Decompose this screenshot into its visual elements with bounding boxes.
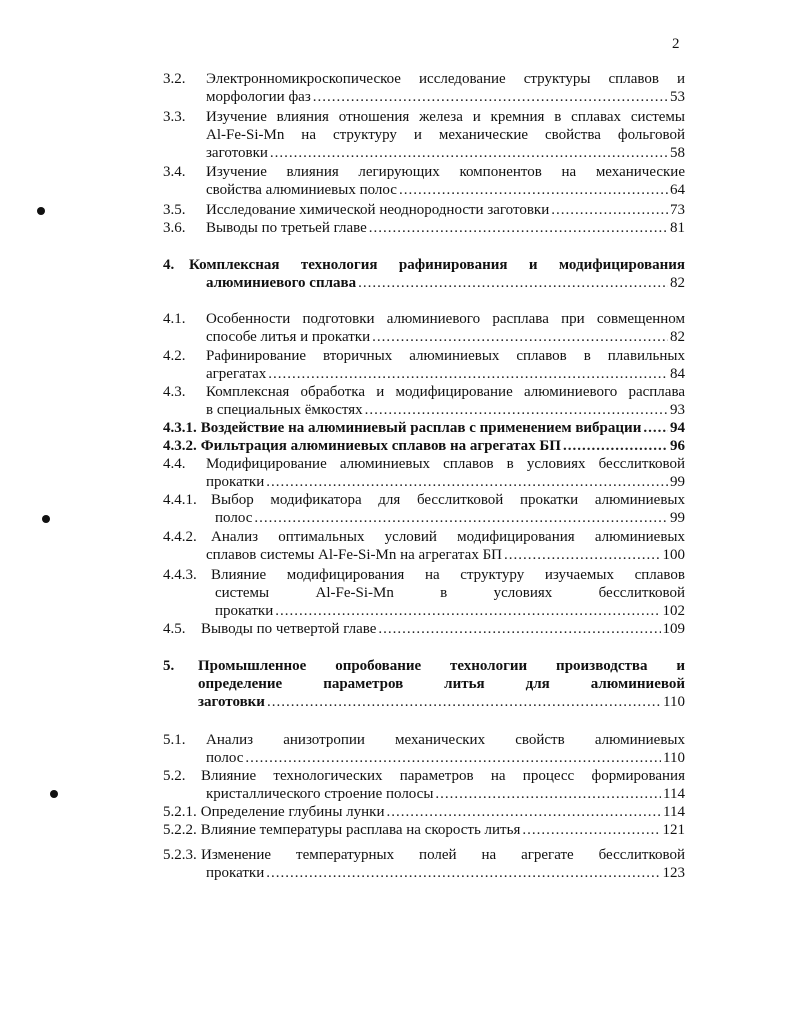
toc-entry-number: 5.2.3. [163, 847, 197, 863]
toc-entry-number: 3.5. [163, 202, 186, 218]
toc-entry-3-2[interactable] [163, 70, 685, 106]
toc-entry-title: Изменение температурных полей на агрегате бесслитковой [201, 847, 685, 863]
toc-entry-4-5[interactable] [163, 620, 685, 638]
toc-entry-title: Анализ оптимальных условий модифицирования алюминиевых [211, 529, 685, 545]
toc-entry-number: 4.4. [163, 456, 186, 472]
toc-entry-page: 109 [662, 621, 685, 637]
toc-entry-number: 5.2.2. [163, 822, 197, 838]
dot-leader [365, 401, 668, 419]
toc-entry-title: Особенности подготовки алюминиевого расплава при совмещенном [206, 311, 685, 327]
toc-entry-title-end: прокатки [206, 865, 265, 881]
toc-entry-title-end: сплавов системы Al-Fe-Si-Mn на агрегатах БП [206, 547, 503, 563]
toc-entry-5-2-3[interactable] [163, 846, 685, 882]
punch-mark [50, 790, 58, 798]
toc-entry-page: 99 [670, 474, 685, 490]
toc-entry-3-6[interactable] [163, 219, 685, 237]
toc-entry-number: 3.4. [163, 164, 186, 180]
toc-entry-number: 3.3. [163, 109, 186, 125]
toc-entry-4-4-1[interactable] [163, 491, 685, 527]
toc-entry-page: 96 [670, 438, 685, 454]
dot-leader [378, 620, 660, 638]
toc-entry-title: Определение глубины лунки [200, 804, 385, 820]
toc-entry-number: 5.2.1. [163, 804, 197, 820]
toc-entry-number: 4.1. [163, 311, 186, 327]
toc-entry-page: 73 [670, 202, 685, 218]
toc-entry-title-cont: системы Al-Fe-Si-Mn в условиях бесслитковой [215, 585, 685, 601]
dot-leader [358, 274, 668, 292]
toc-entry-title-end: способе литья и прокатки [206, 329, 371, 345]
toc-entry-number: 4.4.2. [163, 529, 197, 545]
toc-entry-5-2-1[interactable] [163, 803, 685, 821]
toc-entry-number: 4.4.3. [163, 567, 197, 583]
dot-leader [643, 419, 668, 437]
toc-entry-4-4-3[interactable] [163, 566, 685, 620]
toc-entry-title-end: прокатки [206, 474, 265, 490]
toc-entry-number: 4.3. [163, 384, 186, 400]
toc-entry-page: 102 [662, 603, 685, 619]
toc-entry-title: Выводы по четвертой главе [201, 621, 377, 637]
toc-entry-number: 4.4.1. [163, 492, 197, 508]
dot-leader [254, 509, 668, 527]
toc-chapter-4[interactable] [163, 256, 685, 292]
dot-leader [563, 437, 668, 455]
toc-entry-title-end: морфологии фаз [206, 89, 311, 105]
toc-entry-5-2[interactable] [163, 767, 685, 803]
toc-entry-title: Выбор модификатора для бесслитковой прокатки алюминиевых [211, 492, 685, 508]
toc-entry-page: 110 [663, 694, 685, 710]
toc-entry-title: Промышленное опробование технологии производства и [198, 658, 685, 674]
toc-entry-title: Комплексная технология рафинирования и модифицирования [189, 257, 685, 273]
toc-entry-page: 82 [670, 275, 685, 291]
toc-entry-5-2-2[interactable] [163, 821, 685, 839]
dot-leader [369, 219, 668, 237]
toc-entry-title-end: прокатки [215, 603, 274, 619]
toc-entry-number: 3.2. [163, 71, 186, 87]
toc-entry-title-cont: определение параметров литья для алюминиевой [198, 676, 685, 692]
dot-leader [267, 693, 661, 711]
toc-entry-title-end: в специальных ёмкостях [206, 402, 363, 418]
toc-entry-page: 121 [662, 822, 685, 838]
toc-entry-page: 81 [670, 220, 685, 236]
toc-entry-4-2[interactable] [163, 347, 685, 383]
dot-leader [313, 88, 668, 106]
toc-entry-4-4[interactable] [163, 455, 685, 491]
toc-entry-title: Модифицирование алюминиевых сплавов в условиях бесслитковой [206, 456, 685, 472]
toc-entry-page: 64 [670, 182, 685, 198]
toc-entry-4-1[interactable] [163, 310, 685, 346]
dot-leader [504, 546, 660, 564]
dot-leader [372, 328, 668, 346]
toc-entry-title: Электронномикроскопическое исследование структуры сплавов и [206, 71, 685, 87]
toc-entry-title-end: кристаллического строение полосы [206, 786, 434, 802]
toc-entry-title: Фильтрация алюминиевых сплавов на агрегатах БП [200, 438, 561, 454]
toc-entry-number: 4.3.1. [163, 420, 197, 436]
toc-entry-title: Влияние технологических параметров на процесс формирования [201, 768, 685, 784]
toc-entry-4-3[interactable] [163, 383, 685, 419]
dot-leader [266, 864, 660, 882]
toc-entry-page: 114 [663, 804, 685, 820]
dot-leader [387, 803, 662, 821]
toc-entry-title: Влияние модифицирования на структуру изучаемых сплавов [211, 567, 685, 583]
toc-entry-title-end: полос [206, 750, 244, 766]
toc-entry-page: 53 [670, 89, 685, 105]
toc-entry-page: 110 [663, 750, 685, 766]
toc-entry-number: 5.1. [163, 732, 186, 748]
punch-mark [42, 515, 50, 523]
toc-entry-number: 5.2. [163, 768, 186, 784]
toc-entry-4-4-2[interactable] [163, 528, 685, 564]
dot-leader [399, 181, 668, 199]
toc-entry-3-4[interactable] [163, 163, 685, 199]
toc-entry-title: Изучение влияния легирующих компонентов на механические [206, 164, 685, 180]
toc-entry-title: Воздействие на алюминиевый расплав с применением вибрации [200, 420, 642, 436]
toc-entry-number: 5. [163, 658, 175, 674]
toc-entry-page: 99 [670, 510, 685, 526]
toc-entry-title: Исследование химической неоднородности заготовки [206, 202, 550, 218]
toc-entry-4-3-1[interactable] [163, 419, 685, 437]
toc-entry-number: 4.5. [163, 621, 186, 637]
dot-leader [522, 821, 660, 839]
toc-chapter-5[interactable] [163, 657, 685, 711]
punch-mark [37, 207, 45, 215]
dot-leader [270, 144, 668, 162]
toc-entry-title-cont: Al-Fe-Si-Mn на структуру и механические свойства фольговой [206, 127, 685, 143]
toc-entry-page: 93 [670, 402, 685, 418]
toc-entry-number: 3.6. [163, 220, 186, 236]
toc-entry-page: 123 [662, 865, 685, 881]
toc-entry-number: 4.3.2. [163, 438, 197, 454]
toc-entry-page: 114 [663, 786, 685, 802]
toc-entry-title-end: свойства алюминиевых полос [206, 182, 397, 198]
toc-entry-page: 58 [670, 145, 685, 161]
dot-leader [266, 473, 668, 491]
toc-entry-page: 82 [670, 329, 685, 345]
toc-entry-title: Влияние температуры расплава на скорость литья [200, 822, 521, 838]
toc-entry-page: 94 [670, 420, 685, 436]
toc-entry-3-3[interactable] [163, 108, 685, 162]
page-number: 2 [672, 36, 680, 52]
toc-entry-title-end: полос [215, 510, 253, 526]
toc-entry-title-end: агрегатах [206, 366, 267, 382]
dot-leader [551, 201, 668, 219]
toc-entry-4-3-2[interactable] [163, 437, 685, 455]
toc-entry-title-end: алюминиевого сплава [206, 275, 357, 291]
dot-leader [435, 785, 661, 803]
toc-entry-page: 84 [670, 366, 685, 382]
toc-entry-title-end: заготовки [206, 145, 268, 161]
toc-entry-title-end: заготовки [198, 694, 265, 710]
toc-entry-number: 4.2. [163, 348, 186, 364]
toc-entry-page: 100 [662, 547, 685, 563]
dot-leader [245, 749, 661, 767]
toc-entry-title: Выводы по третьей главе [206, 220, 367, 236]
toc-entry-title: Рафинирование вторичных алюминиевых сплавов в плавильных [206, 348, 685, 364]
toc-entry-5-1[interactable] [163, 731, 685, 767]
toc-entry-3-5[interactable] [163, 201, 685, 219]
dot-leader [268, 365, 668, 383]
dot-leader [275, 602, 660, 620]
toc-entry-number: 4. [163, 257, 175, 273]
toc-entry-title: Комплексная обработка и модифицирование алюминиевого расплава [206, 384, 685, 400]
toc-entry-title: Изучение влияния отношения железа и кремния в сплавах системы [206, 109, 685, 125]
toc-entry-title: Анализ анизотропии механических свойств алюминиевых [206, 732, 685, 748]
